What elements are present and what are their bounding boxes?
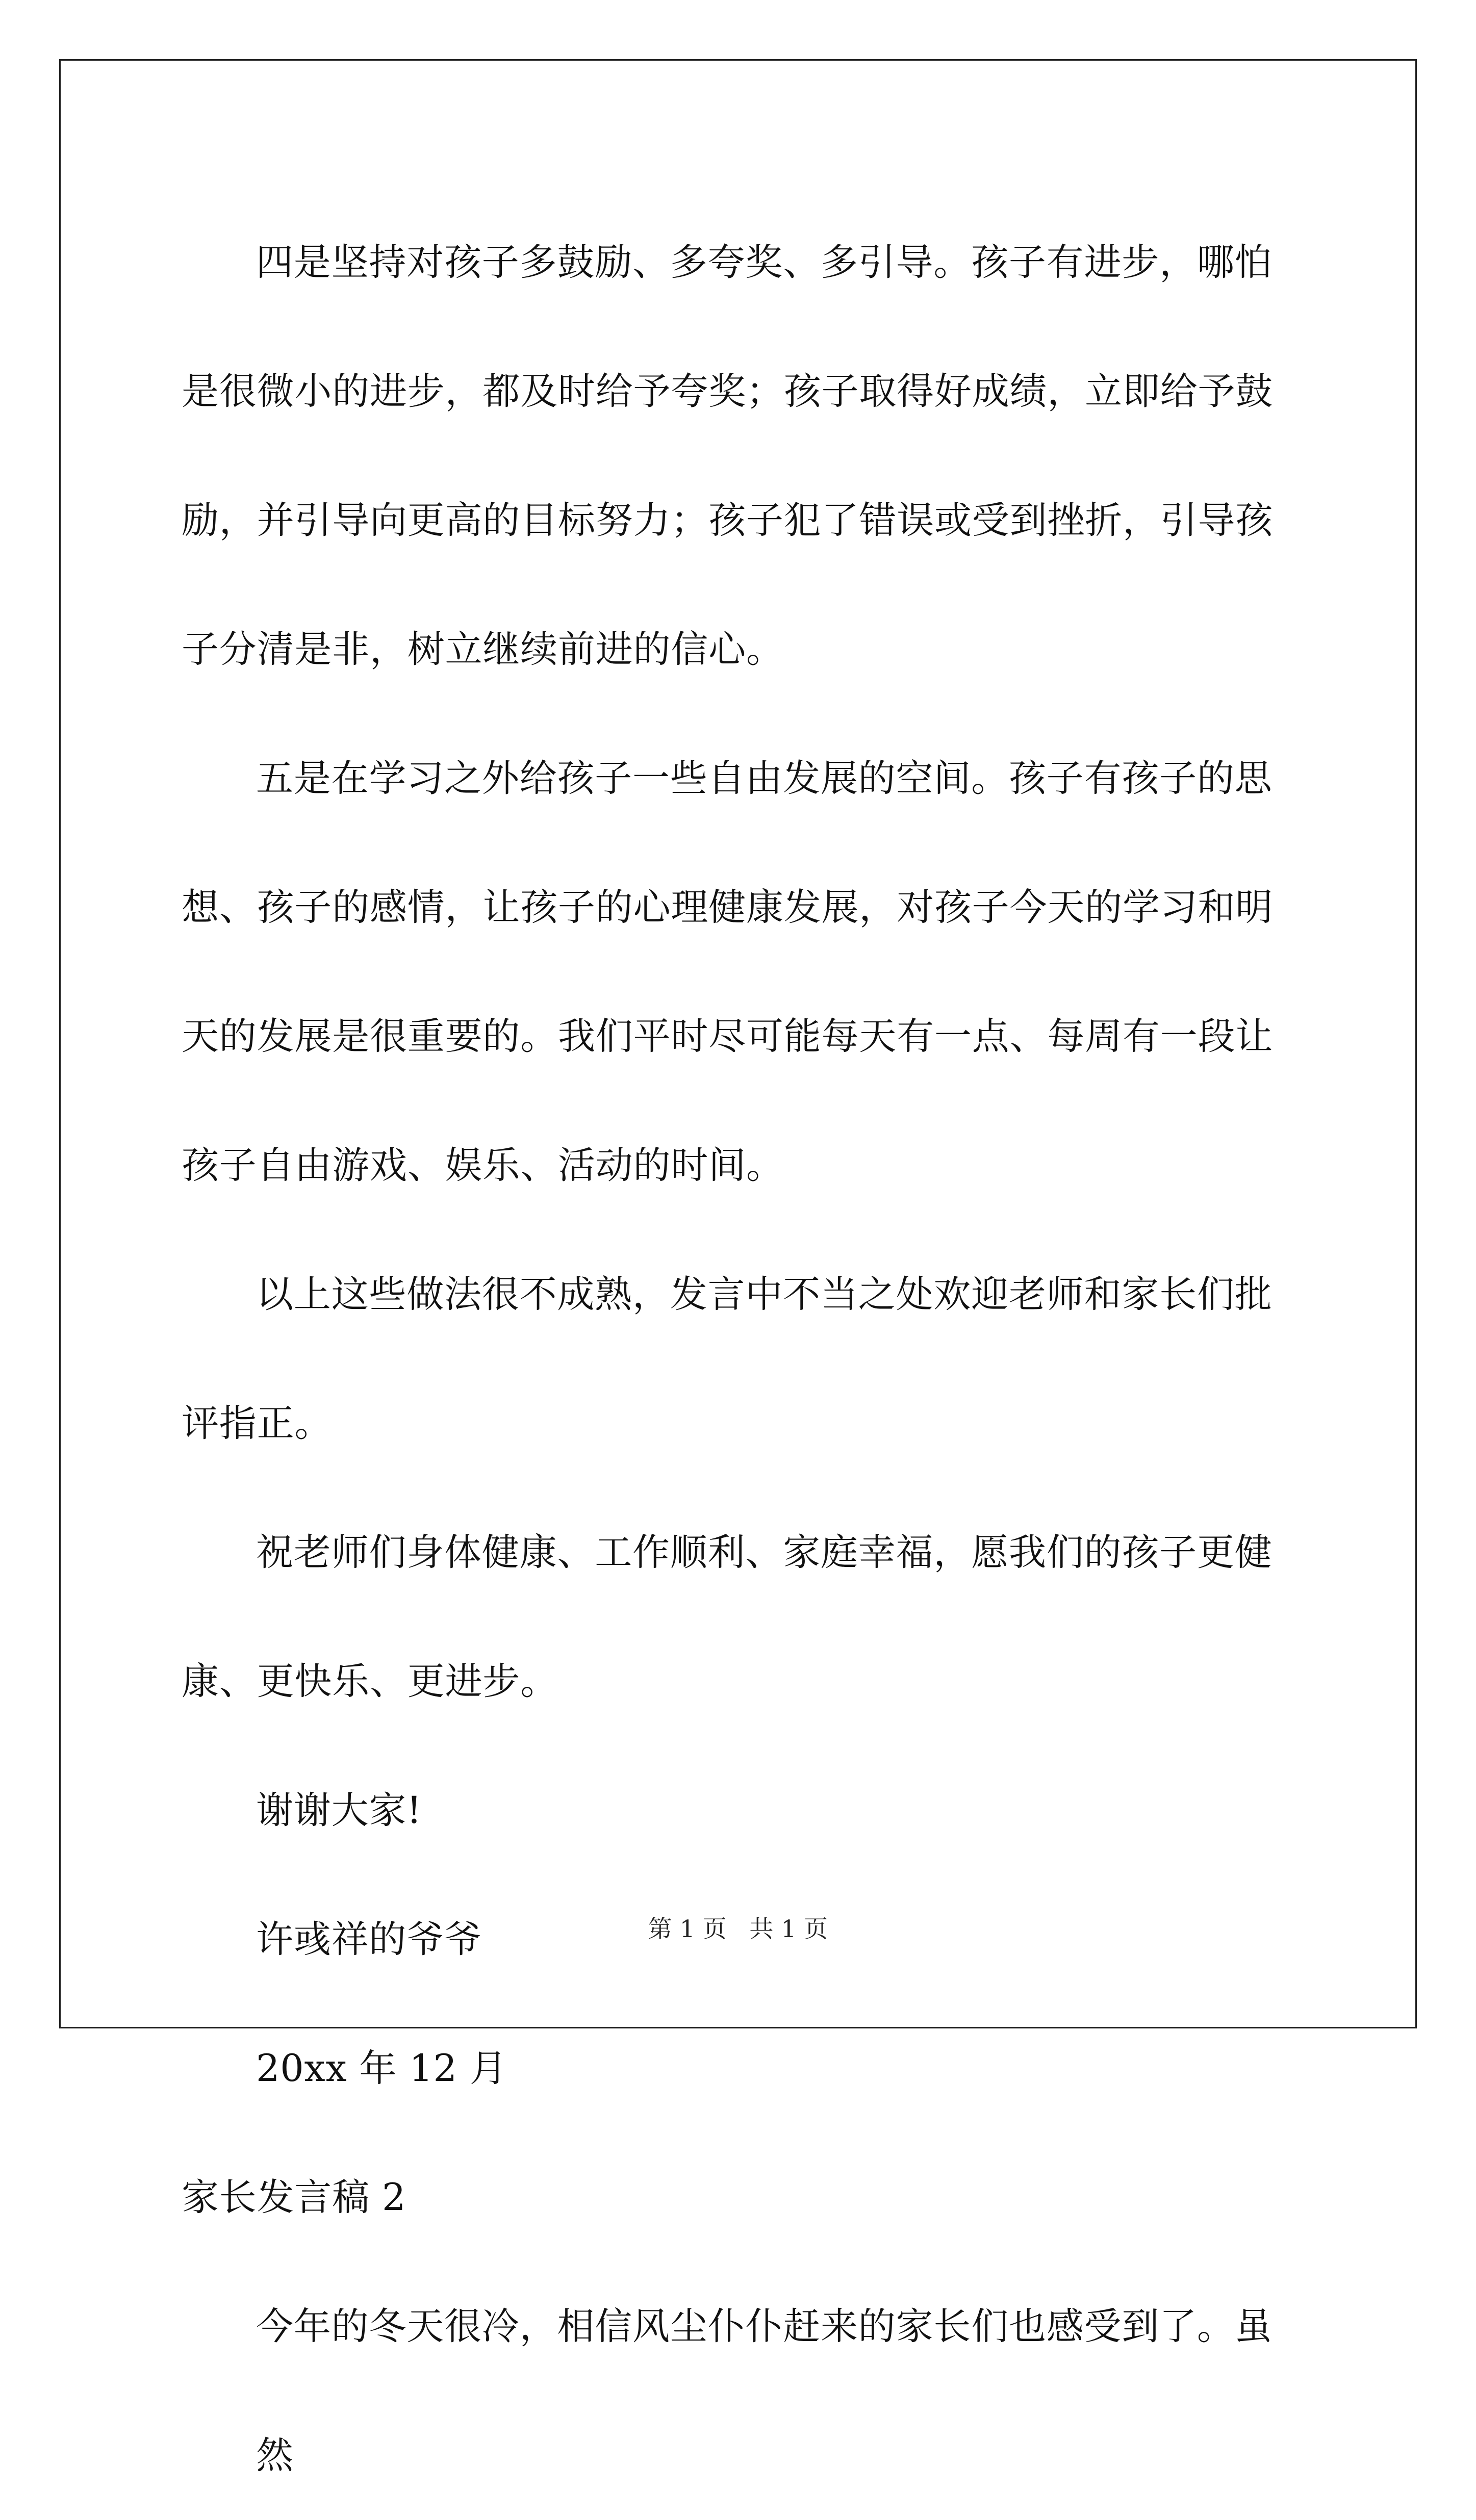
paragraph-next-speech: 今年的冬天很冷，相信风尘仆仆赶来的家长们也感受到了。虽然 [256, 2305, 1273, 2477]
paragraph-encouragement: 四是坚持对孩子多鼓励、多夸奖、多引导。孩子有进步，哪怕是很微小的进步，都及时给予夸奖；孩子取得好成绩，立即给予鼓励，并引导向更高的目标努力；孩子犯了错误或受到挫折，引导孩子分清是非，树立继续前进的信心。 [182, 241, 1274, 671]
signature: 许彧祥的爷爷 [256, 1918, 482, 1961]
paragraph-feedback-request: 以上这些做法很不成熟，发言中不当之处欢迎老师和家长们批评指正。 [182, 1273, 1273, 1445]
date: 20xx 年 12 月 [256, 2047, 507, 2090]
paragraph-wishes: 祝老师们身体健康、工作顺利、家庭幸福，愿我们的孩子更健康、更快乐、更进步。 [182, 1531, 1273, 1703]
closing-thanks: 谢谢大家! [256, 1789, 422, 1832]
paragraph-free-development: 五是在学习之外给孩子一些自由发展的空间。孩子有孩子的思想、孩子的感情，让孩子的心理健康发展，对孩子今天的学习和明天的发展是很重要的。我们平时尽可能每天有一点、每周有一段让孩子自由游戏、娱乐、活动的时间。 [182, 757, 1274, 1187]
section-title: 家长发言稿 2 [182, 2176, 406, 2219]
document-body [182, 198, 1299, 2520]
page-number-footer: 第 1 页 共 1 页 [648, 1915, 828, 1943]
